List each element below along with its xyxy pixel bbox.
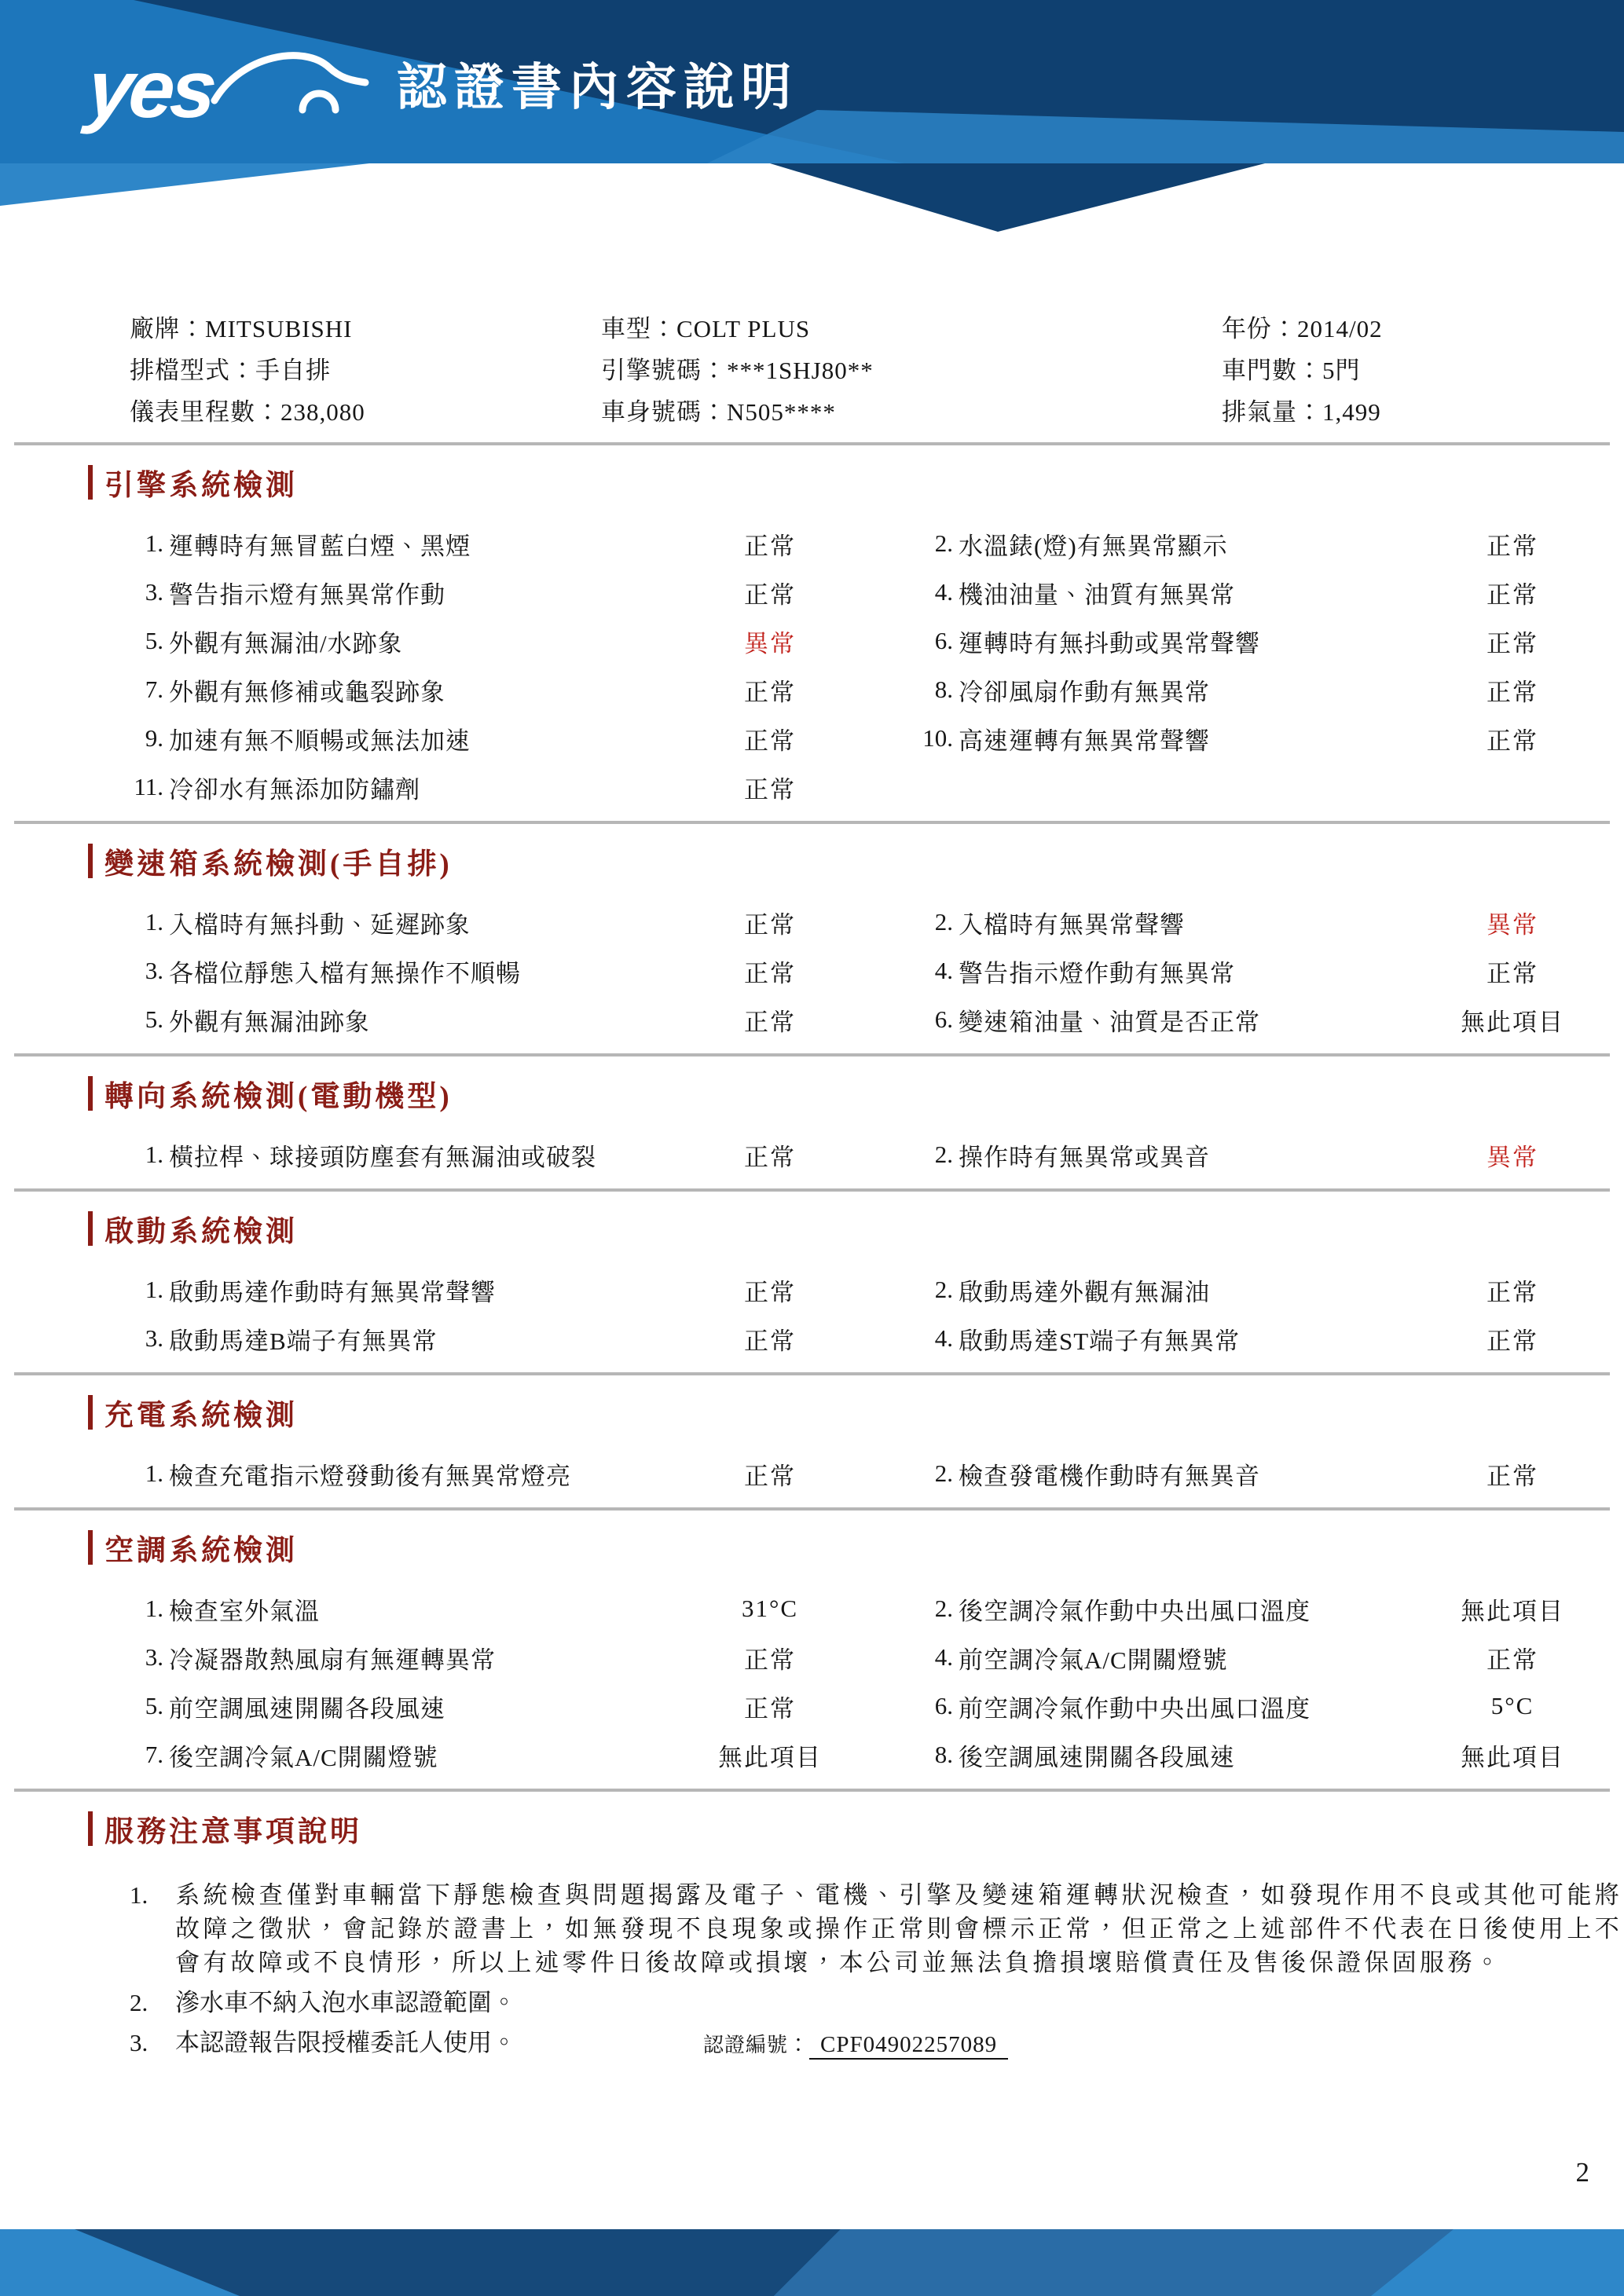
section-title-label: 變速箱系統檢測(手自排) [104,848,453,881]
item-number: 8. [934,1741,953,1768]
section-title [88,464,1624,500]
item-label: 變速箱油量、油質是否正常 [959,1008,1260,1036]
item-status: 無此項目 [718,1743,822,1771]
title-bar-icon [88,1811,93,1846]
page-title: 認證書內容說明 [397,59,798,115]
field-value: 2014/02 [1297,315,1383,342]
note-number: 3. [130,2029,148,2056]
item-status: 正常 [744,1462,796,1490]
note-item [130,2026,1622,2060]
item-row [0,1682,1624,1730]
note-number: 1. [130,1881,148,1909]
item-status: 無此項目 [1461,1597,1564,1625]
section-title-label: 轉向系統檢測(電動機型) [104,1081,453,1113]
field-value: 1,499 [1322,398,1381,426]
item-label: 前空調冷氣作動中央出風口溫度 [959,1694,1311,1723]
field-separator: ： [651,315,676,342]
vehicle-info-column [601,308,1222,433]
item-status: 正常 [1487,678,1538,706]
field-separator: ： [702,398,727,426]
item-status: 5°C [1490,1692,1534,1719]
item-status: 正常 [744,1694,796,1723]
field-label: 車型 [601,315,651,342]
field-separator: ： [255,398,280,426]
title-bar-icon [88,465,93,500]
section-title-label: 空調系統檢測 [104,1535,298,1567]
item-label: 運轉時有無抖動或異常聲響 [959,629,1260,657]
item-number: 7. [145,1741,163,1768]
field-separator: ： [1297,398,1322,426]
item-status: 正常 [1487,580,1538,609]
item-label: 機油油量、油質有無異常 [959,580,1235,609]
item-status: 正常 [744,1646,796,1674]
section-items [0,1130,1624,1179]
item-status: 正常 [744,727,796,755]
item-number: 6. [934,627,953,654]
item-label: 警告指示燈作動有無異常 [959,959,1235,987]
item-label: 後空調冷氣作動中央出風口溫度 [959,1597,1311,1625]
inspection-sections [0,464,1624,1792]
item-row [0,947,1624,995]
item-number: 7. [145,676,163,703]
item-label: 檢查充電指示燈發動後有無異常燈亮 [169,1462,571,1490]
field-label: 車身號碼 [601,398,702,426]
item-status: 正常 [1487,1278,1538,1306]
item-number: 2. [934,908,953,936]
field-label: 排氣量 [1222,398,1297,426]
item-label: 啟動馬達作動時有無異常聲響 [169,1278,496,1306]
certificate-number-label: 認證編號： [703,2034,810,2056]
item-status: 異常 [1487,910,1538,939]
field-separator: ： [230,357,255,384]
item-status: 正常 [744,910,796,939]
title-bar-icon [88,1395,93,1430]
section-title [88,1529,1624,1565]
vehicle-info-field [130,391,601,433]
item-label: 前空調冷氣A/C開關燈號 [959,1646,1228,1674]
item-number: 4. [934,957,953,984]
item-number: 3. [145,1324,163,1352]
vehicle-info-field [1222,391,1624,433]
note-number: 2. [130,1989,148,2016]
item-status: 正常 [744,580,796,609]
item-number: 2. [934,1459,953,1487]
field-value: COLT PLUS [676,315,811,342]
item-status: 異常 [744,629,796,657]
item-label: 警告指示燈有無異常作動 [169,580,445,609]
item-number: 3. [145,578,163,606]
item-row [0,763,1624,811]
item-number: 2. [934,529,953,557]
item-label: 後空調風速開關各段風速 [959,1743,1235,1771]
field-label: 儀表里程數 [130,398,255,426]
vehicle-info-field [1222,350,1624,391]
item-label: 高速運轉有無異常聲響 [959,727,1210,755]
field-value: N505**** [727,398,836,426]
item-status: 正常 [1487,532,1538,560]
item-label: 各檔位靜態入檔有無操作不順暢 [169,959,521,987]
item-status: 正常 [1487,1462,1538,1490]
section-items [0,1449,1624,1498]
section-title-label: 充電系統檢測 [104,1400,298,1432]
item-row [0,714,1624,763]
title-bar-icon [88,1530,93,1565]
item-status: 正常 [1487,1646,1538,1674]
vehicle-info-field [601,391,1222,433]
item-number: 4. [934,1324,953,1352]
field-separator: ： [180,315,205,342]
section-steering [0,1075,1624,1192]
vehicle-info-field [130,308,601,350]
vehicle-info-field [601,308,1222,350]
item-number: 2. [934,1141,953,1168]
section-aircon [0,1529,1624,1792]
item-label: 檢查發電機作動時有無異音 [959,1462,1260,1490]
item-row [0,1314,1624,1363]
item-row [0,1584,1624,1633]
section-title-label: 服務注意事項說明 [104,1816,362,1848]
item-row [0,568,1624,617]
item-status: 正常 [1487,1327,1538,1355]
divider [14,1372,1610,1375]
field-value: 238,080 [280,398,365,426]
section-title-label: 引擎系統檢測 [104,470,298,502]
item-label: 外觀有無修補或龜裂跡象 [169,678,445,706]
note-text: 系統檢查僅對車輛當下靜態檢查與問題揭露及電子、電機、引擎及變速箱運轉狀況檢查，如發現作用不良或其他可能將故障之徵狀，會記錄於證書上，如無發現不良現象或操作正常則會標示正常，但正常之上述部件不代表在日後使用上不會有故障或不良情形，所以上述零件日後故障或損壞，本公司並無法負擔損壞賠償責任及售後保證保固服務。 [175,1881,1622,1976]
item-status: 正常 [744,532,796,560]
divider [14,1789,1610,1792]
section-title [88,1394,1624,1430]
item-status: 正常 [744,1278,796,1306]
field-separator: ： [1297,357,1322,384]
section-items [0,1584,1624,1779]
item-label: 加速有無不順暢或無法加速 [169,727,471,755]
title-bar-icon [88,1211,93,1246]
note-text: 滲水車不納入泡水車認證範圍。 [175,1989,516,2016]
page-number: 2 [1575,2157,1589,2188]
yes-logo-text: yes [82,44,218,135]
item-status: 正常 [744,1327,796,1355]
item-row [0,617,1624,665]
item-number: 4. [934,578,953,606]
item-label: 啟動馬達ST端子有無異常 [959,1327,1241,1355]
item-label: 啟動馬達外觀有無漏油 [959,1278,1210,1306]
field-separator: ： [702,357,727,384]
section-service-notes [0,1811,1624,2060]
divider [14,1507,1610,1511]
item-label: 前空調風速開關各段風速 [169,1694,445,1723]
item-label: 橫拉桿、球接頭防塵套有無漏油或破裂 [169,1143,596,1171]
item-status: 無此項目 [1461,1743,1564,1771]
item-number: 11. [134,773,163,800]
item-number: 1. [145,1276,163,1303]
item-row [0,1130,1624,1179]
item-status: 正常 [744,1143,796,1171]
section-charging [0,1394,1624,1511]
item-label: 入檔時有無異常聲響 [959,910,1185,939]
certificate-number-value: CPF04902257089 [809,2032,1008,2060]
field-separator: ： [1272,315,1297,342]
vehicle-info-column [130,308,601,433]
item-status: 無此項目 [1461,1008,1564,1036]
item-number: 1. [145,1459,163,1487]
title-bar-icon [88,1076,93,1111]
section-title [88,843,1624,879]
item-row [0,1730,1624,1779]
item-number: 3. [145,957,163,984]
item-label: 運轉時有無冒藍白煙、黑煙 [169,532,471,560]
divider [14,821,1610,824]
item-number: 1. [145,529,163,557]
item-status: 異常 [1487,1143,1538,1171]
field-value: 5門 [1322,357,1361,384]
title-bar-icon [88,844,93,878]
item-number: 9. [145,724,163,752]
section-transmission [0,843,1624,1056]
field-label: 車門數 [1222,357,1297,384]
section-title [88,1210,1624,1247]
item-number: 3. [145,1643,163,1671]
item-status: 正常 [1487,727,1538,755]
field-value: 手自排 [255,357,331,384]
certificate-number [703,2028,1008,2062]
item-label: 啟動馬達B端子有無異常 [169,1327,438,1355]
section-title [88,1811,1624,1847]
field-value: ***1SHJ80** [727,357,874,384]
item-label: 入檔時有無抖動、延遲跡象 [169,910,471,939]
divider [14,442,1610,445]
item-number: 8. [934,676,953,703]
vehicle-info-panel [130,308,1624,433]
item-row [0,519,1624,568]
item-label: 檢查室外氣溫 [169,1597,320,1625]
section-engine [0,464,1624,824]
item-label: 外觀有無漏油跡象 [169,1008,370,1036]
section-items [0,519,1624,811]
item-number: 5. [145,627,163,654]
divider [14,1188,1610,1192]
item-row [0,1265,1624,1314]
item-row [0,898,1624,947]
item-row [0,1449,1624,1498]
vehicle-info-field [601,350,1222,391]
item-label: 冷凝器散熱風扇有無運轉異常 [169,1646,496,1674]
item-number: 6. [934,1005,953,1033]
note-item [130,1878,1622,1979]
item-number: 5. [145,1005,163,1033]
item-number: 5. [145,1692,163,1719]
field-label: 排檔型式 [130,357,230,384]
item-label: 後空調冷氣A/C開關燈號 [169,1743,438,1771]
item-status: 正常 [744,959,796,987]
item-number: 1. [145,908,163,936]
item-status: 正常 [744,1008,796,1036]
vehicle-info-field [130,350,601,391]
field-label: 引擎號碼 [601,357,702,384]
vehicle-info-field [1222,308,1624,350]
section-starter [0,1210,1624,1375]
item-number: 4. [934,1643,953,1671]
field-value: MITSUBISHI [205,315,353,342]
vehicle-info-column [1222,308,1624,433]
item-label: 冷卻水有無添加防鏽劑 [169,775,420,804]
item-number: 6. [934,1692,953,1719]
note-list [130,1878,1622,2060]
item-label: 外觀有無漏油/水跡象 [169,629,403,657]
item-number: 2. [934,1595,953,1622]
item-status: 正常 [744,678,796,706]
footer-banner [0,2229,1624,2296]
item-status: 正常 [1487,959,1538,987]
item-label: 冷卻風扇作動有無異常 [959,678,1210,706]
item-status: 31°C [741,1595,799,1622]
item-row [0,1633,1624,1682]
item-status: 正常 [744,775,796,804]
section-items [0,1265,1624,1363]
item-number: 2. [934,1276,953,1303]
section-items [0,898,1624,1044]
section-title [88,1075,1624,1111]
section-title-label: 啟動系統檢測 [104,1216,298,1248]
note-text: 本認證報告限授權委託人使用。 [175,2029,516,2056]
item-number: 10. [922,724,953,752]
divider [14,1053,1610,1056]
item-row [0,995,1624,1044]
field-label: 年份 [1222,315,1272,342]
item-row [0,665,1624,714]
item-number: 1. [145,1141,163,1168]
item-label: 操作時有無異常或異音 [959,1143,1210,1171]
item-label: 水溫錶(燈)有無異常顯示 [959,532,1228,560]
field-label: 廠牌 [130,315,180,342]
note-item [130,1986,1622,2020]
item-number: 1. [145,1595,163,1622]
item-status: 正常 [1487,629,1538,657]
